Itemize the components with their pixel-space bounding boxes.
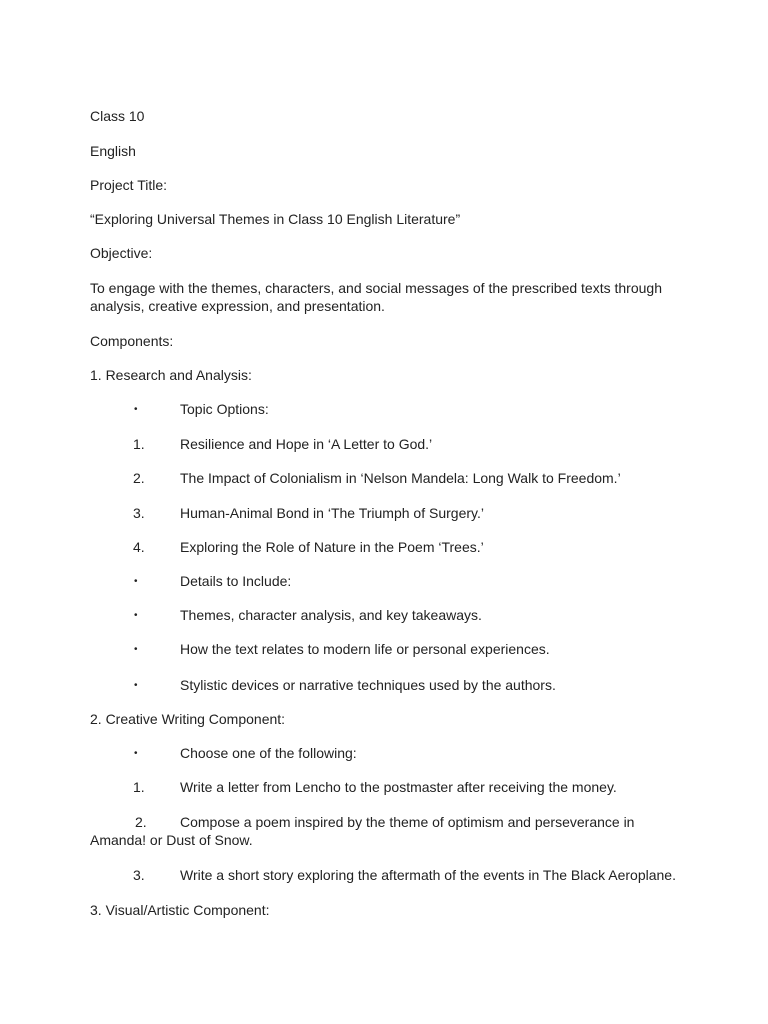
option-item: Write a short story exploring the aftermath of the events in The Black Aeroplane. [180, 867, 676, 883]
bullet-icon: • [134, 680, 138, 691]
choose-label: Choose one of the following: [180, 745, 357, 761]
option-number: 2. [135, 814, 147, 830]
topic-number: 3. [133, 505, 145, 521]
detail-item: Stylistic devices or narrative techniques used by the authors. [180, 677, 556, 693]
option-number: 3. [133, 867, 145, 883]
objective-text: To engage with the themes, characters, and social messages of the prescribed texts through analysis, creative expression, and presentation. [90, 280, 662, 314]
option-number: 1. [133, 779, 145, 795]
section2-heading: 2. Creative Writing Component: [90, 711, 286, 727]
components-label: Components: [90, 333, 174, 349]
bullet-icon: • [134, 404, 138, 415]
topic-item: The Impact of Colonialism in ‘Nelson Mandela: Long Walk to Freedom.’ [180, 470, 621, 486]
topic-number: 2. [133, 470, 145, 486]
project-title: “Exploring Universal Themes in Class 10 English Literature” [90, 211, 461, 227]
project-title-label: Project Title: [90, 177, 168, 193]
class-label: Class 10 [90, 108, 145, 124]
topic-number: 1. [133, 436, 145, 452]
section1-heading: 1. Research and Analysis: [90, 367, 252, 383]
bullet-icon: • [134, 644, 138, 655]
detail-item: How the text relates to modern life or personal experiences. [180, 641, 550, 657]
objective-label: Objective: [90, 245, 153, 261]
topic-item: Resilience and Hope in ‘A Letter to God.’ [180, 436, 433, 452]
bullet-icon: • [134, 576, 138, 587]
section3-heading: 3. Visual/Artistic Component: [90, 902, 270, 918]
detail-item: Themes, character analysis, and key takeaways. [180, 607, 482, 623]
bullet-icon: • [134, 748, 138, 759]
topic-item: Human-Animal Bond in ‘The Triumph of Surgery.’ [180, 505, 484, 521]
details-label: Details to Include: [180, 573, 292, 589]
topic-item: Exploring the Role of Nature in the Poem ‘Trees.’ [180, 539, 484, 555]
option-item: Compose a poem inspired by the theme of optimism and perseverance in Amanda! or Dust of Snow. [90, 814, 635, 848]
option-item-wrapped [90, 813, 650, 849]
topic-number: 4. [133, 539, 145, 555]
option-item: Write a letter from Lencho to the postmaster after receiving the money. [180, 779, 617, 795]
bullet-icon: • [134, 610, 138, 621]
subject-label: English [90, 143, 136, 159]
topic-options-label: Topic Options: [180, 401, 269, 417]
